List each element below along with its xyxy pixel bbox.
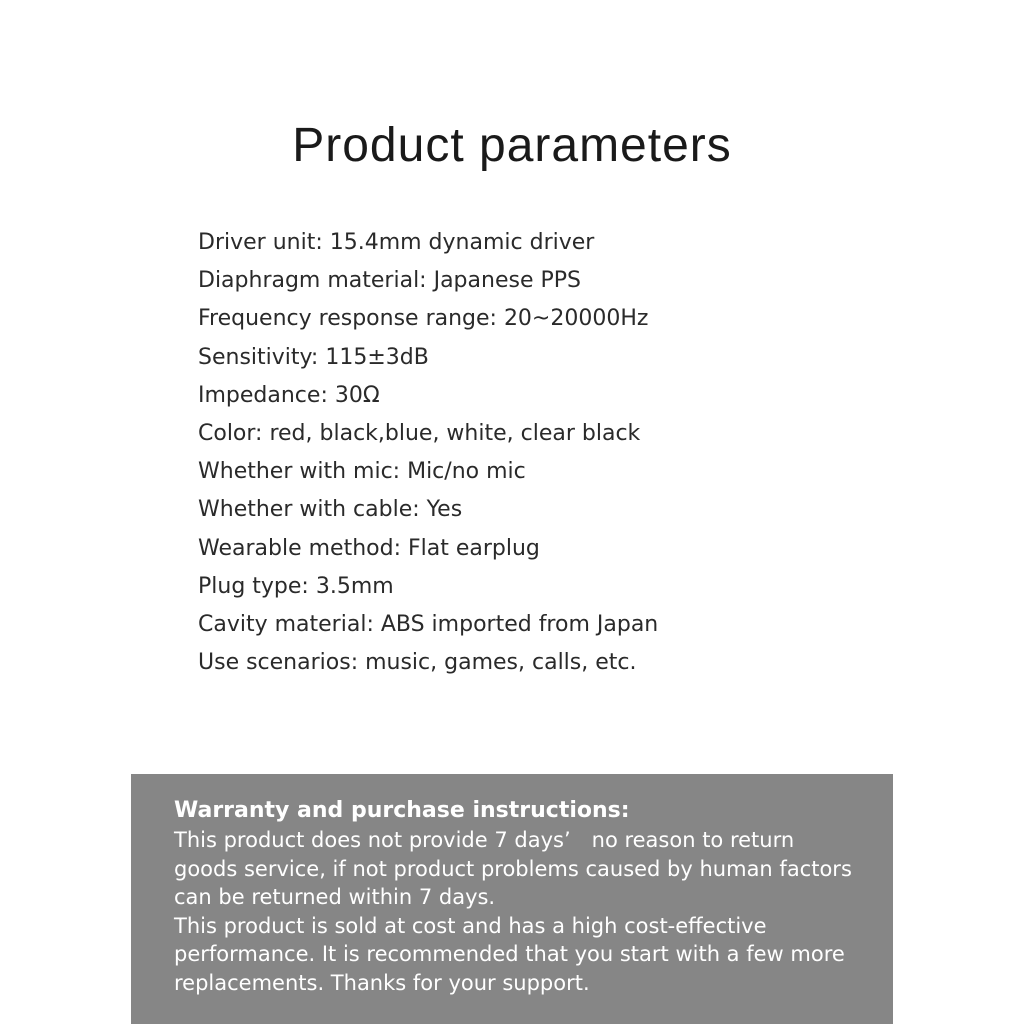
- spec-item-use-scenarios: Use scenarios: music, games, calls, etc.: [198, 650, 637, 676]
- spec-item-plug-type: Plug type: 3.5mm: [198, 573, 394, 599]
- spec-item-impedance: Impedance: 30Ω: [198, 382, 380, 408]
- spec-item-mic: Whether with mic: Mic/no mic: [198, 459, 526, 485]
- spec-item-sensitivity: Sensitivity: 115±3dB: [198, 344, 429, 370]
- spec-item-cavity-material: Cavity material: ABS imported from Japan: [198, 612, 659, 638]
- warranty-paragraph-returns: This product does not provide 7 days’ no reason to return goods service, if not product problems caused by human factors can be returned within 7 days.: [174, 828, 852, 909]
- spec-item-driver-unit: Driver unit: 15.4mm dynamic driver: [198, 230, 595, 255]
- spec-item-frequency-response: Frequency response range: 20~20000Hz: [198, 306, 649, 332]
- spec-item-wearable-method: Wearable method: Flat earplug: [198, 535, 540, 561]
- page-title: Product parameters: [292, 119, 732, 172]
- warranty-box: [131, 774, 893, 1024]
- spec-item-diaphragm-material: Diaphragm material: Japanese PPS: [198, 268, 581, 294]
- spec-list: [198, 224, 658, 682]
- warranty-paragraph-cost: This product is sold at cost and has a high cost-effective performance. It is recommended that you start with a few more replacements. Thanks for your support.: [174, 913, 845, 995]
- warranty-heading: Warranty and purchase instructions:: [174, 798, 630, 823]
- spec-item-cable: Whether with cable: Yes: [198, 497, 463, 523]
- spec-item-color: Color: red, black,blue, white, clear black: [198, 421, 641, 447]
